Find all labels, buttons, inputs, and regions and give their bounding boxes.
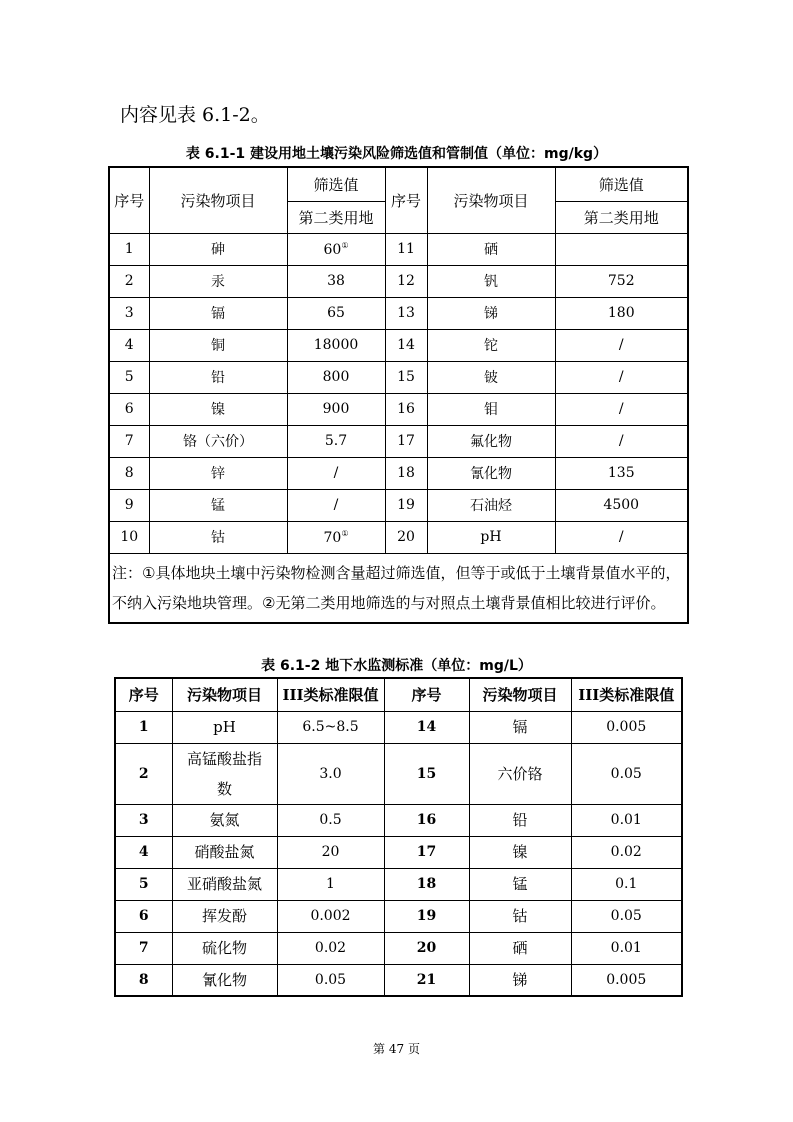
pollutant-name: 镉 bbox=[469, 711, 571, 743]
pollutant-name: 铜 bbox=[149, 329, 287, 361]
table-row bbox=[115, 868, 682, 900]
pollutant-name: 高锰酸盐指数 bbox=[172, 743, 277, 804]
row-number: 21 bbox=[384, 964, 469, 996]
row-number: 14 bbox=[385, 329, 427, 361]
screening-value bbox=[287, 457, 385, 489]
table-row bbox=[109, 361, 688, 393]
row-number: 18 bbox=[385, 457, 427, 489]
value-text: 5.7 bbox=[324, 433, 348, 449]
screening-value bbox=[287, 329, 385, 361]
row-number: 9 bbox=[109, 489, 149, 521]
pollutant-name: 铅 bbox=[469, 804, 571, 836]
row-number: 7 bbox=[115, 932, 172, 964]
standard-limit: 1 bbox=[277, 868, 384, 900]
screening-value bbox=[287, 361, 385, 393]
row-number: 15 bbox=[384, 743, 469, 804]
row-number: 5 bbox=[115, 868, 172, 900]
standard-limit: 0.1 bbox=[571, 868, 682, 900]
standard-limit: 20 bbox=[277, 836, 384, 868]
row-number: 8 bbox=[109, 457, 149, 489]
screening-value bbox=[287, 489, 385, 521]
standard-limit: 0.05 bbox=[571, 743, 682, 804]
screening-value bbox=[287, 393, 385, 425]
value-text: / bbox=[333, 497, 339, 513]
table1-caption: 表 6.1-1 建设用地土壤污染风险筛选值和管制值（单位：mg/kg） bbox=[185, 146, 608, 162]
pollutant-name: 硒 bbox=[427, 233, 555, 265]
screening-value: 4500 bbox=[555, 489, 688, 521]
row-number: 4 bbox=[109, 329, 149, 361]
pollutant-name: 锑 bbox=[469, 964, 571, 996]
pollutant-name: 钴 bbox=[149, 521, 287, 553]
pollutant-name: 镉 bbox=[149, 297, 287, 329]
row-number: 3 bbox=[115, 804, 172, 836]
row-number: 2 bbox=[115, 743, 172, 804]
table-row bbox=[115, 932, 682, 964]
pollutant-name: 亚硝酸盐氮 bbox=[172, 868, 277, 900]
table-row bbox=[115, 743, 682, 804]
screening-value: 752 bbox=[555, 265, 688, 297]
table-row bbox=[109, 521, 688, 553]
header-seq: 序号 bbox=[385, 167, 427, 233]
header-limit: III类标准限值 bbox=[277, 678, 384, 711]
footnote-mark: ① bbox=[341, 240, 349, 250]
table2-caption: 表 6.1-2 地下水监测标准（单位：mg/L） bbox=[261, 658, 532, 674]
table-row bbox=[109, 425, 688, 457]
screening-value: / bbox=[555, 393, 688, 425]
soil-screening-table bbox=[108, 166, 689, 624]
screening-value bbox=[287, 233, 385, 265]
pollutant-name: 氰化物 bbox=[427, 457, 555, 489]
pollutant-name: pH bbox=[427, 521, 555, 553]
screening-value: 135 bbox=[555, 457, 688, 489]
pollutant-name: 铅 bbox=[149, 361, 287, 393]
standard-limit: 6.5~8.5 bbox=[277, 711, 384, 743]
pollutant-name: 氟化物 bbox=[427, 425, 555, 457]
table-row bbox=[115, 900, 682, 932]
screening-value bbox=[287, 297, 385, 329]
pollutant-name: 钒 bbox=[427, 265, 555, 297]
standard-limit: 0.01 bbox=[571, 932, 682, 964]
standard-limit: 0.02 bbox=[277, 932, 384, 964]
row-number: 8 bbox=[115, 964, 172, 996]
standard-limit: 0.02 bbox=[571, 836, 682, 868]
screening-value: / bbox=[555, 425, 688, 457]
row-number: 15 bbox=[385, 361, 427, 393]
row-number: 16 bbox=[384, 804, 469, 836]
footnote-mark: ① bbox=[341, 528, 349, 538]
standard-limit: 0.002 bbox=[277, 900, 384, 932]
value-text: 800 bbox=[322, 369, 350, 385]
row-number: 1 bbox=[109, 233, 149, 265]
value-text: 60 bbox=[323, 241, 342, 258]
screening-value: / bbox=[555, 361, 688, 393]
standard-limit: 0.05 bbox=[277, 964, 384, 996]
pollutant-name: 钴 bbox=[469, 900, 571, 932]
pollutant-name: 锌 bbox=[149, 457, 287, 489]
groundwater-standard-table bbox=[114, 677, 683, 997]
value-text: / bbox=[333, 465, 339, 481]
pollutant-name: 六价铬 bbox=[469, 743, 571, 804]
row-number: 20 bbox=[384, 932, 469, 964]
pollutant-name: 钼 bbox=[427, 393, 555, 425]
table-row bbox=[115, 711, 682, 743]
table-row bbox=[109, 489, 688, 521]
pollutant-name: 硝酸盐氮 bbox=[172, 836, 277, 868]
row-number: 18 bbox=[384, 868, 469, 900]
header-limit: III类标准限值 bbox=[571, 678, 682, 711]
standard-limit: 0.05 bbox=[571, 900, 682, 932]
pollutant-name: 铊 bbox=[427, 329, 555, 361]
pollutant-name: 锰 bbox=[469, 868, 571, 900]
value-text: 18000 bbox=[313, 337, 359, 353]
table-row bbox=[109, 457, 688, 489]
row-number: 13 bbox=[385, 297, 427, 329]
page-number: 第 47 页 bbox=[373, 1042, 420, 1056]
row-number: 14 bbox=[384, 711, 469, 743]
table-row bbox=[109, 297, 688, 329]
pollutant-name: 铍 bbox=[427, 361, 555, 393]
standard-limit: 0.01 bbox=[571, 804, 682, 836]
header-item: 污染物项目 bbox=[469, 678, 571, 711]
screening-value bbox=[555, 233, 688, 265]
standard-limit: 3.0 bbox=[277, 743, 384, 804]
row-number: 17 bbox=[385, 425, 427, 457]
pollutant-name: 硒 bbox=[469, 932, 571, 964]
table1-note: 注：①具体地块土壤中污染物检测含量超过筛选值，但等于或低于土壤背景值水平的，不纳入污染地块管理。②无第二类用地筛选的与对照点土壤背景值相比较进行评价。 bbox=[109, 553, 688, 623]
screening-value bbox=[287, 265, 385, 297]
pollutant-name: 氰化物 bbox=[172, 964, 277, 996]
row-number: 2 bbox=[109, 265, 149, 297]
header-item: 污染物项目 bbox=[427, 167, 555, 233]
screening-value: / bbox=[555, 329, 688, 361]
header-seq: 序号 bbox=[109, 167, 149, 233]
standard-limit: 0.005 bbox=[571, 964, 682, 996]
value-text: 65 bbox=[327, 305, 345, 321]
pollutant-name: 锰 bbox=[149, 489, 287, 521]
pollutant-name: 氨氮 bbox=[172, 804, 277, 836]
pollutant-name: 锑 bbox=[427, 297, 555, 329]
row-number: 6 bbox=[109, 393, 149, 425]
header-screen: 筛选值 bbox=[555, 167, 688, 201]
header-land-type: 第二类用地 bbox=[287, 201, 385, 233]
row-number: 6 bbox=[115, 900, 172, 932]
standard-limit: 0.005 bbox=[571, 711, 682, 743]
table-row bbox=[109, 329, 688, 361]
row-number: 1 bbox=[115, 711, 172, 743]
screening-value bbox=[287, 425, 385, 457]
header-item: 污染物项目 bbox=[149, 167, 287, 233]
row-number: 17 bbox=[384, 836, 469, 868]
intro-text: 内容见表 6.1-2。 bbox=[120, 104, 270, 126]
header-land-type: 第二类用地 bbox=[555, 201, 688, 233]
row-number: 7 bbox=[109, 425, 149, 457]
standard-limit: 0.5 bbox=[277, 804, 384, 836]
table-row bbox=[109, 233, 688, 265]
pollutant-name: 汞 bbox=[149, 265, 287, 297]
row-number: 20 bbox=[385, 521, 427, 553]
screening-value: 180 bbox=[555, 297, 688, 329]
table-row bbox=[115, 836, 682, 868]
pollutant-name: 铬（六价） bbox=[149, 425, 287, 457]
screening-value bbox=[287, 521, 385, 553]
pollutant-name: 石油烃 bbox=[427, 489, 555, 521]
pollutant-name: 镍 bbox=[469, 836, 571, 868]
row-number: 19 bbox=[385, 489, 427, 521]
row-number: 10 bbox=[109, 521, 149, 553]
value-text: 38 bbox=[327, 273, 345, 289]
table-row bbox=[109, 265, 688, 297]
header-screen: 筛选值 bbox=[287, 167, 385, 201]
header-item: 污染物项目 bbox=[172, 678, 277, 711]
row-number: 16 bbox=[385, 393, 427, 425]
row-number: 19 bbox=[384, 900, 469, 932]
row-number: 5 bbox=[109, 361, 149, 393]
row-number: 3 bbox=[109, 297, 149, 329]
pollutant-name: 挥发酚 bbox=[172, 900, 277, 932]
pollutant-name: 镍 bbox=[149, 393, 287, 425]
row-number: 4 bbox=[115, 836, 172, 868]
table-row bbox=[109, 393, 688, 425]
pollutant-name: 硫化物 bbox=[172, 932, 277, 964]
pollutant-name: 砷 bbox=[149, 233, 287, 265]
table-row bbox=[115, 804, 682, 836]
header-seq: 序号 bbox=[115, 678, 172, 711]
screening-value: / bbox=[555, 521, 688, 553]
value-text: 70 bbox=[323, 529, 342, 546]
pollutant-name: pH bbox=[172, 711, 277, 743]
row-number: 11 bbox=[385, 233, 427, 265]
header-seq: 序号 bbox=[384, 678, 469, 711]
value-text: 900 bbox=[322, 401, 350, 417]
row-number: 12 bbox=[385, 265, 427, 297]
table-row bbox=[115, 964, 682, 996]
